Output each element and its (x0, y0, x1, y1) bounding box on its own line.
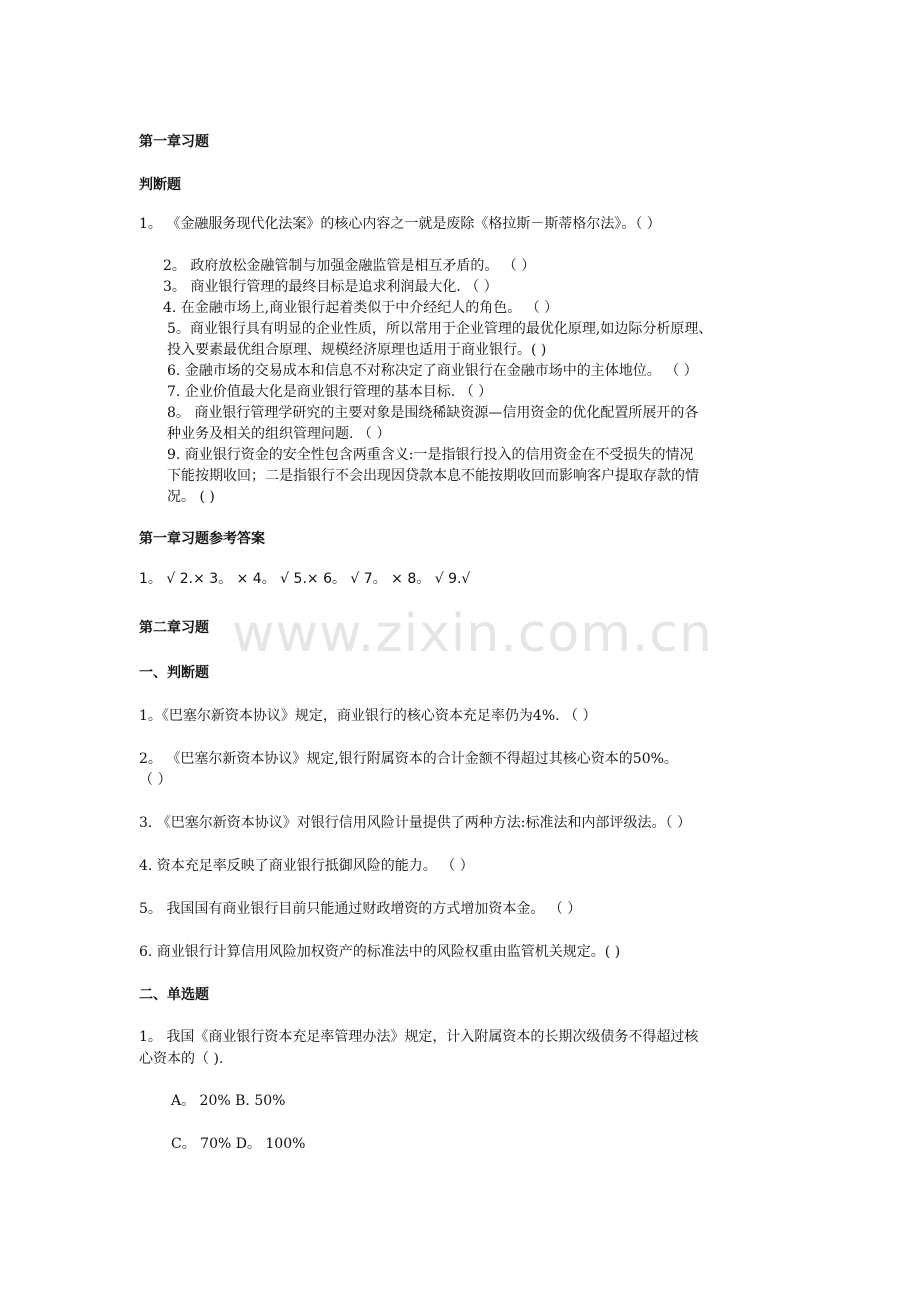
chapter1-title: 第一章习题 (139, 134, 209, 150)
chapter2-mc-question-1-options-ab: A。 20% B. 50% (171, 1093, 286, 1109)
watermark: www.zixin.com.cn (232, 604, 713, 664)
chapter1-question-8-line-2: 种业务及相关的组织管理问题. （ ） (167, 426, 391, 442)
chapter2-mc-question-1-line-2: 心资本的（ ). (139, 1051, 224, 1067)
chapter1-question-9-line-3: 况。 ( ) (167, 489, 215, 505)
chapter1-question-2: 2。 政府放松金融管制与加强金融监管是相互矛盾的。 （ ） (163, 258, 536, 274)
chapter1-question-3: 3。 商业银行管理的最终目标是追求利润最大化. （ ） (163, 279, 498, 295)
chapter1-question-5-line-1: 5。商业银行具有明显的企业性质，所以常用于企业管理的最优化原理,如边际分析原理、 (167, 321, 713, 337)
chapter1-question-6: 6. 金融市场的交易成本和信息不对称决定了商业银行在金融市场中的主体地位。 （ ） (167, 363, 698, 379)
chapter1-answers-title: 第一章习题参考答案 (139, 531, 265, 547)
chapter1-question-9-line-2: 下能按期收回；二是指银行不会出现因贷款本息不能按期收回而影响客户提取存款的情 (167, 468, 699, 484)
chapter2-mc-question-1-options-cd: C。 70% D。 100% (171, 1136, 306, 1152)
chapter1-question-1: 1。 《金融服务现代化法案》的核心内容之一就是废除《格拉斯－斯蒂格尔法》。（ ） (139, 216, 661, 232)
chapter1-question-5-line-2: 投入要素最优组合原理、规模经济原理也适用于商业银行。( ) (167, 342, 547, 358)
chapter1-question-7: 7. 企业价值最大化是商业银行管理的基本目标. （ ） (167, 384, 493, 400)
chapter1-question-4: 4. 在金融市场上,商业银行起着类似于中介经纪人的角色。 （ ） (163, 300, 559, 316)
chapter2-question-2-line-2: （ ） (139, 772, 172, 788)
chapter2-question-5: 5。 我国国有商业银行目前只能通过财政增资的方式增加资本金。 （ ） (139, 901, 582, 917)
chapter2-mc-question-1-line-1: 1。 我国《商业银行资本充足率管理办法》规定，计入附属资本的长期次级债务不得超过核 (139, 1029, 699, 1045)
chapter1-section-title: 判断题 (139, 177, 181, 193)
chapter2-question-1: 1。《巴塞尔新资本协议》规定，商业银行的核心资本充足率仍为4%. （ ） (139, 708, 597, 724)
chapter1-question-9-line-1: 9. 商业银行资金的安全性包含两重含义:一是指银行投入的信用资金在不受损失的情况 (167, 447, 694, 463)
chapter2-question-6: 6. 商业银行计算信用风险加权资产的标准法中的风险权重由监管机关规定。( ) (139, 944, 621, 960)
chapter2-question-4: 4. 资本充足率反映了商业银行抵御风险的能力。 （ ） (139, 858, 474, 874)
chapter2-question-2-line-1: 2。 《巴塞尔新资本协议》规定,银行附属资本的合计金额不得超过其核心资本的50%。 (139, 751, 678, 767)
chapter1-answers: 1。 √ 2.× 3。 × 4。 √ 5.× 6。 √ 7。 × 8。 √ 9.√ (139, 571, 471, 587)
chapter2-section-1-title: 一、判断题 (139, 665, 209, 681)
chapter2-section-2-title: 二、单选题 (139, 987, 209, 1003)
chapter2-title: 第二章习题 (139, 620, 209, 636)
chapter1-question-8-line-1: 8。 商业银行管理学研究的主要对象是围绕稀缺资源—信用资金的优化配置所展开的各 (167, 405, 699, 421)
chapter2-question-3: 3. 《巴塞尔新资本协议》对银行信用风险计量提供了两种方法:标准法和内部评级法。（ ） (139, 815, 691, 831)
